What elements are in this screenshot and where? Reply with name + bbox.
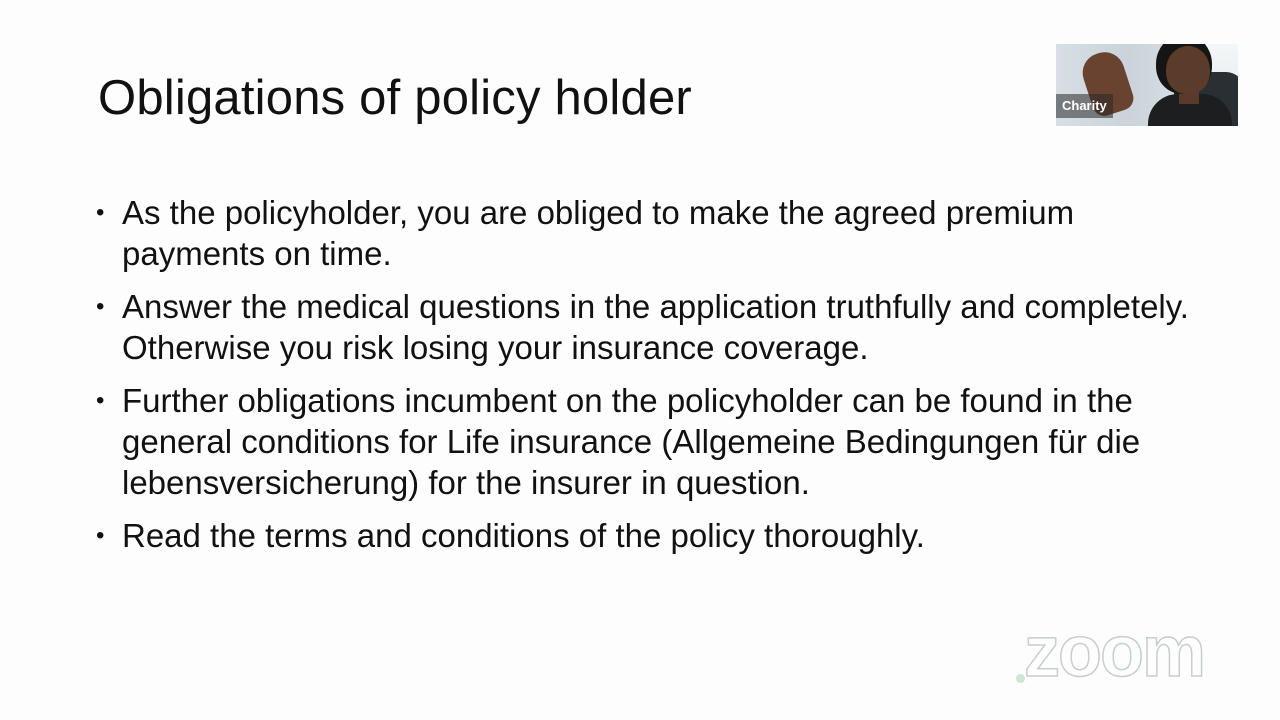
bullet-icon: • xyxy=(96,522,105,549)
bullet-text: Further obligations incumbent on the policyholder can be found in the general conditions for Life insurance (Allgemeine Bedingungen für die lebensversicherung) for the insurer in question. xyxy=(122,382,1141,501)
bullet-text: Read the terms and conditions of the policy thoroughly. xyxy=(122,517,925,554)
bullet-icon: • xyxy=(96,293,105,320)
bullet-list xyxy=(96,192,1206,568)
bullet-item xyxy=(96,380,1206,503)
participant-head xyxy=(1166,46,1210,94)
bullet-text: As the policyholder, you are obliged to make the agreed premium payments on time. xyxy=(122,194,1075,272)
bullet-item xyxy=(96,515,1206,556)
bullet-item xyxy=(96,286,1206,368)
bullet-icon: • xyxy=(96,199,105,226)
bullet-text: Answer the medical questions in the application truthfully and completely. Otherwise you risk losing your insurance coverage. xyxy=(122,288,1189,366)
participant-name-label: Charity xyxy=(1056,94,1113,118)
participant-video-thumbnail[interactable] xyxy=(1056,44,1238,126)
zoom-watermark-logo: zoom xyxy=(1024,612,1204,692)
bullet-item xyxy=(96,192,1206,274)
bullet-icon: • xyxy=(96,387,105,414)
slide-title: Obligations of policy holder xyxy=(98,71,692,125)
